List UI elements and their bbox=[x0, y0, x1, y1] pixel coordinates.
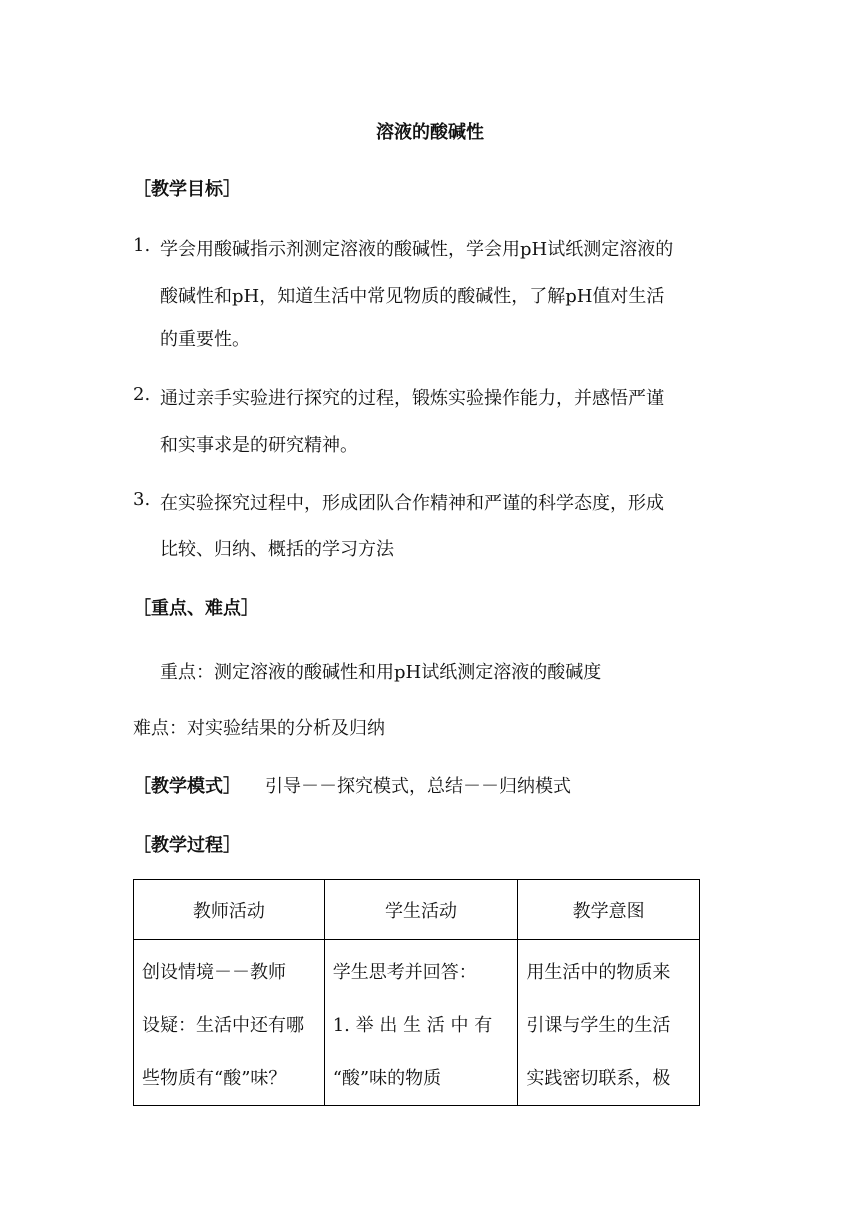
teaching-process-heading: ［教学过程］ bbox=[133, 835, 241, 856]
table-row bbox=[134, 940, 700, 1106]
objective-line: 和实事求是的研究精神。 bbox=[160, 435, 358, 456]
teaching-mode-text: 引导－－探究模式，总结－－归纳模式 bbox=[265, 776, 571, 797]
objective-number: 1. bbox=[133, 235, 151, 256]
cell-line: 设疑：生活中还有哪 bbox=[142, 1015, 304, 1036]
cell-line: 些物质有“酸”味？ bbox=[142, 1068, 287, 1089]
cell-line: “酸”味的物质 bbox=[332, 1068, 442, 1089]
cell-line: 用生活中的物质来 bbox=[526, 962, 671, 983]
key-point-text: 重点：测定溶液的酸碱性和用pH试纸测定溶液的酸碱度 bbox=[160, 662, 602, 683]
objective-line: 学会用酸碱指示剂测定溶液的酸碱性，学会用pH试纸测定溶液的 bbox=[160, 239, 674, 260]
document-title: 溶液的酸碱性 bbox=[376, 122, 484, 143]
objectives-heading: ［教学目标］ bbox=[133, 179, 241, 200]
difficult-point-text: 难点：对实验结果的分析及归纳 bbox=[133, 718, 385, 739]
key-points-heading: ［重点、难点］ bbox=[133, 598, 259, 619]
teaching-intent-cell bbox=[518, 940, 700, 1106]
column-header-intent: 教学意图 bbox=[518, 880, 700, 940]
column-header-student: 学生活动 bbox=[324, 880, 518, 940]
cell-line: 创设情境－－教师 bbox=[142, 962, 286, 983]
cell-line: 实践密切联系，极 bbox=[526, 1068, 671, 1089]
objective-line: 通过亲手实验进行探究的过程，锻炼实验操作能力，并感悟严谨 bbox=[160, 388, 664, 409]
objective-line: 在实验探究过程中，形成团队合作精神和严谨的科学态度，形成 bbox=[160, 493, 664, 514]
cell-line: 1. 举 出 生 活 中 有 bbox=[332, 1015, 493, 1036]
objective-number: 2. bbox=[133, 384, 151, 405]
objective-line: 酸碱性和pH，知道生活中常见物质的酸碱性，了解pH值对生活 bbox=[160, 286, 665, 307]
objective-line: 的重要性。 bbox=[160, 329, 250, 350]
student-activity-cell bbox=[324, 940, 518, 1106]
objective-number: 3. bbox=[133, 489, 151, 510]
table-header-row bbox=[134, 880, 700, 940]
objective-line: 比较、归纳、概括的学习方法 bbox=[160, 539, 394, 560]
column-header-teacher: 教师活动 bbox=[134, 880, 325, 940]
teacher-activity-cell bbox=[134, 940, 325, 1106]
teaching-mode-heading: ［教学模式］ bbox=[133, 776, 241, 797]
teaching-process-table bbox=[133, 879, 700, 1106]
cell-line: 学生思考并回答： bbox=[332, 962, 477, 983]
cell-line: 引课与学生的生活 bbox=[526, 1015, 671, 1036]
